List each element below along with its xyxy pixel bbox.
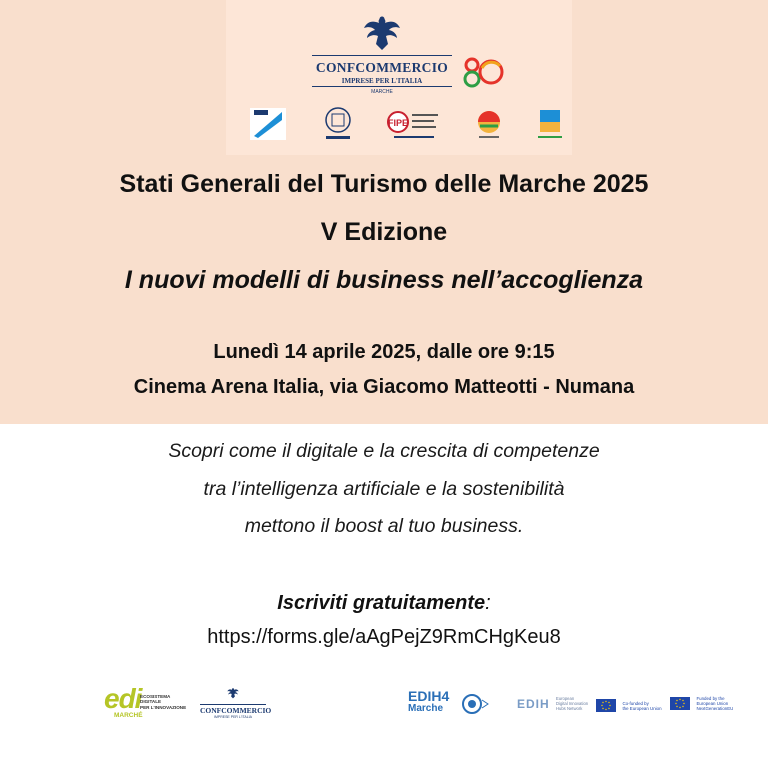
- eagle-emblem-icon: [362, 14, 402, 52]
- edi-text-line: PER L'INNOVAZIONE: [140, 704, 187, 710]
- eu-text-line: Co-funded by: [622, 700, 649, 706]
- divider: [312, 55, 452, 56]
- confcommercio-footer-logo: [200, 686, 272, 719]
- confturismo-logo: [248, 104, 288, 144]
- event-date: Lunedì 14 aprile 2025, dalle ore 9:15: [213, 341, 555, 363]
- edih-text-line: Hubs Network: [556, 705, 583, 711]
- eu-text-line: Funded by the: [696, 696, 725, 702]
- edi-region: MARCHÉ: [114, 712, 143, 719]
- svg-text:FIPE: FIPE: [387, 118, 409, 128]
- description-line: mettono il boost al tuo business.: [244, 515, 524, 537]
- edih4-region: Marche: [408, 703, 444, 714]
- fipe-logo: [384, 104, 444, 144]
- eu-funded-logo: [670, 695, 733, 713]
- event-subtitle: I nuovi modelli di business nell’accoglienza: [124, 266, 644, 294]
- confcommercio-region: MARCHE: [371, 89, 393, 95]
- globe-icon: [460, 692, 490, 716]
- edih-network-logo: EDIH: [517, 697, 550, 711]
- eu-text-line: NextGenerationEU: [696, 706, 734, 712]
- registration-link[interactable]: https://forms.gle/aAgPejZ9RmCHgKeu8: [207, 626, 561, 648]
- divider: [312, 86, 452, 87]
- eagle-emblem-icon: [226, 687, 240, 699]
- registration-label: Iscriviti gratuitamente: [277, 592, 486, 614]
- eu-cofunded-logo: [596, 697, 662, 715]
- assoturismo-logo: [470, 104, 508, 144]
- eu-text-line: European Union: [696, 701, 729, 707]
- description-line: tra l’intelligenza artificiale e la sostenibilità: [203, 478, 565, 500]
- federalberghi-logo: [320, 104, 356, 144]
- edih-network-text: [556, 697, 588, 711]
- eu-cofunded-text: [622, 701, 661, 711]
- confcommercio-tagline: IMPRESE PER L'ITALIA: [341, 77, 423, 85]
- eu-flag-icon: [670, 697, 690, 710]
- edih-text-line: Digital Innovation: [556, 700, 589, 706]
- edih4-marche-logo: [408, 690, 449, 714]
- event-venue: Cinema Arena Italia, via Giacomo Matteotti - Numana: [133, 376, 635, 398]
- edi-text-line: ECOSISTEMA: [140, 694, 171, 699]
- event-edition: V Edizione: [320, 218, 448, 246]
- registration-call: [0, 592, 768, 615]
- description-line: Scopri come il digitale e la crescita di competenze: [168, 440, 600, 462]
- event-title: Stati Generali del Turismo delle Marche 2025: [119, 170, 649, 198]
- edi-marche-logo: [104, 683, 143, 719]
- edi-description: [140, 694, 186, 710]
- eu-text-line: the European Union: [622, 705, 662, 711]
- confcommercio-footer-sub: IMPRESE PER L'ITALIA: [214, 715, 252, 719]
- edi-text-line: DIGITALE: [140, 699, 162, 705]
- edih-text-line: European: [556, 696, 575, 701]
- eu-funded-text: [696, 696, 733, 711]
- anniversary-80-logo: [462, 54, 504, 92]
- confcommercio-footer-name: CONFCOMMERCIO: [200, 706, 272, 715]
- registration-colon: :: [485, 592, 491, 614]
- confcommercio-logo-text: CONFCOMMERCIO: [315, 60, 449, 75]
- assoviaggi-logo: [534, 104, 566, 144]
- edih4-title: EDIH4: [408, 688, 450, 704]
- eu-flag-icon: [596, 699, 616, 712]
- edi-logo-text: edi: [104, 683, 142, 714]
